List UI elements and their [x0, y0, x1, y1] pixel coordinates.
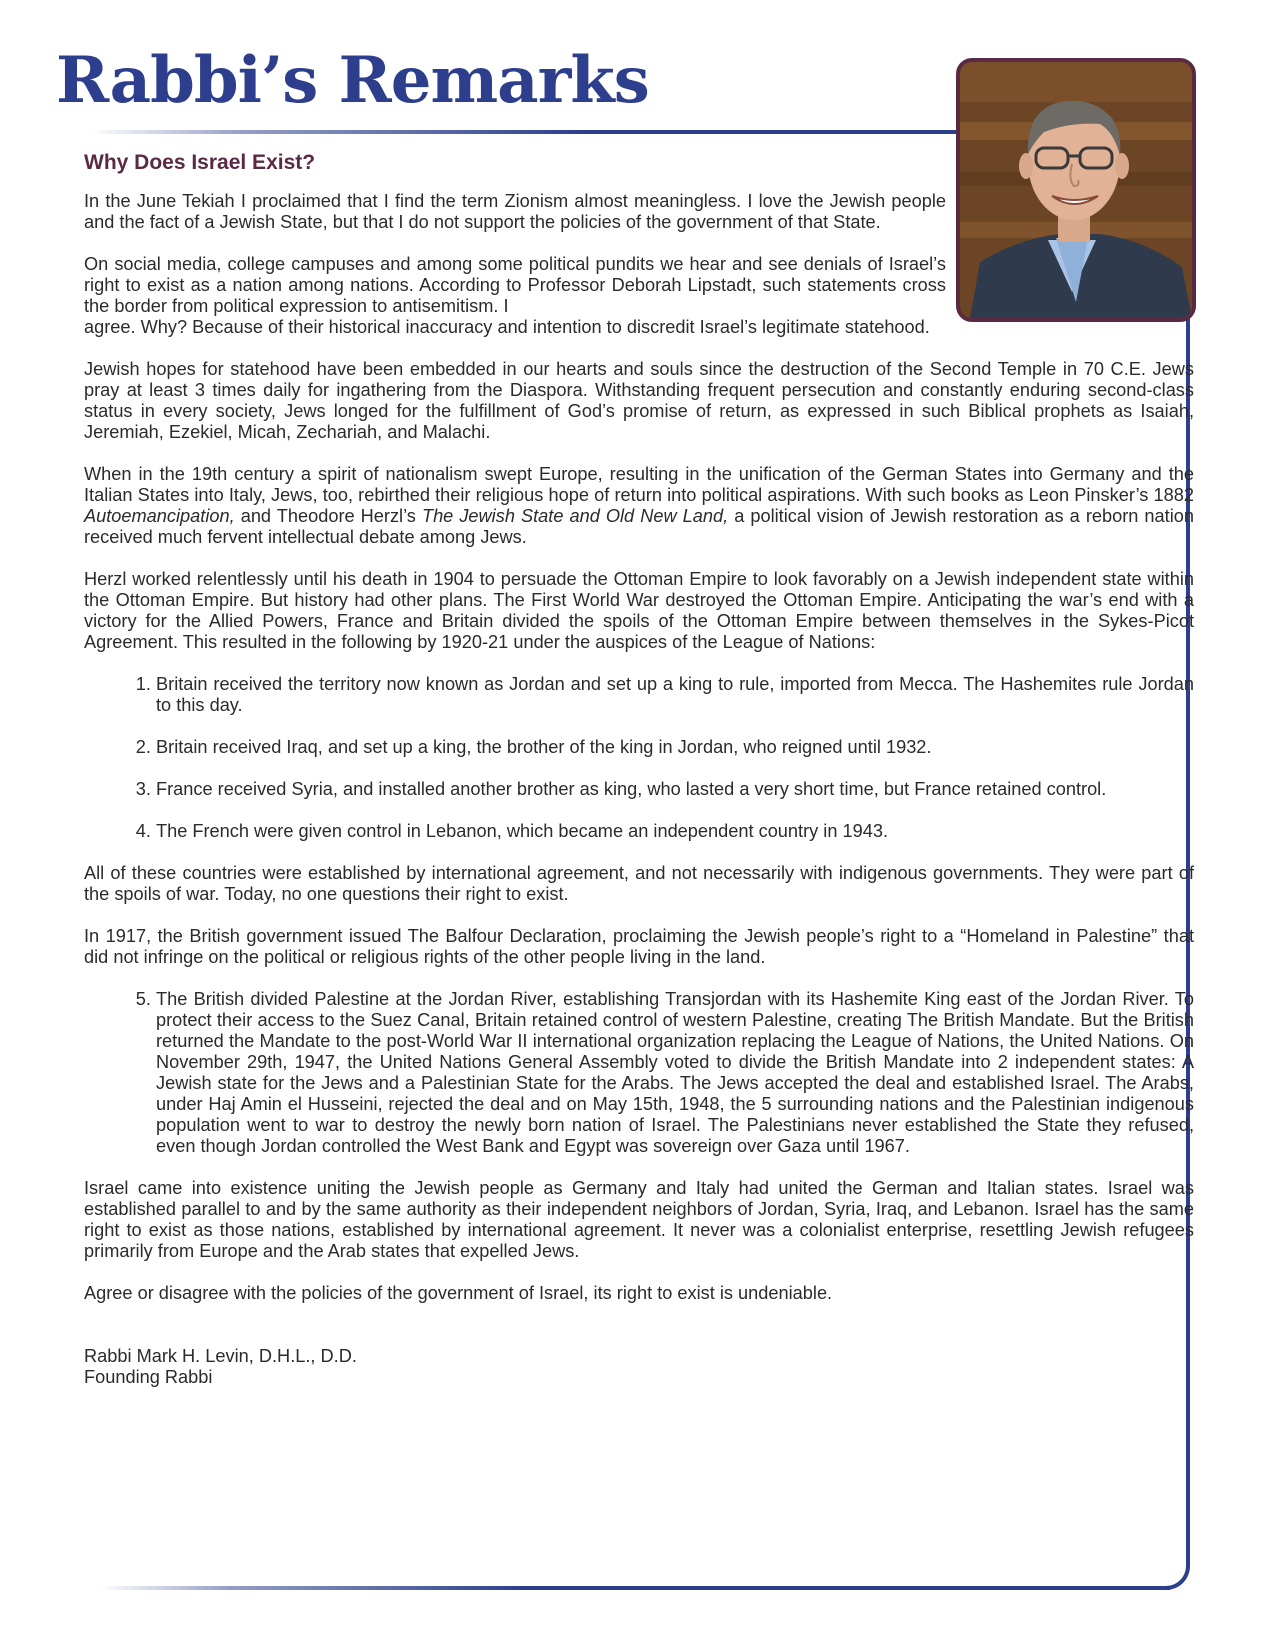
frame-bottom-rule [100, 1586, 1170, 1590]
paragraph-intro: In the June Tekiah I proclaimed that I find the term Zionism almost meaningless. I love the Jewish people and the fact of a Jewish State, but that I do not support the policies of the government of that State. [84, 191, 946, 232]
ottoman-partition-list [84, 674, 1194, 842]
signature-role: Founding Rabbi [84, 1367, 213, 1387]
signature-block [84, 1346, 1194, 1388]
paragraph-antisemitism-end: agree. Why? Because of their historical inaccuracy and intention to discredit Israel’s legitimate statehood. [84, 317, 930, 337]
paragraph-jewish-hopes: Jewish hopes for statehood have been embedded in our hearts and souls since the destruction of the Second Temple in 70 C.E. Jews pray at least 3 times daily for ingathering from the Diaspora. Withstanding frequent persecution and constantly enduring second-class status in every society, Jews longed for the fulfillment of God’s promise of return, as expressed in such Biblical prophets as Isaiah, Jeremiah, Ezekiel, Micah, Zechariah, and Malachi. [84, 359, 1194, 442]
list-item: 1. Britain received the territory now known as Jordan and set up a king to rule, imported from Mecca. The Hashemites rule Jordan to this day. [156, 674, 1194, 716]
book-title-autoemancipation: Autoemancipation, [84, 506, 235, 526]
paragraph-antisemitism-wrapped: On social media, college campuses and among some political pundits we hear and see denials of Israel’s right to exist as a nation among nations. According to Professor Deborah Lipstadt, such statements cross the border from political expression to antisemitism. I [84, 254, 946, 316]
signature-name: Rabbi Mark H. Levin, D.H.L., D.D. [84, 1346, 357, 1366]
paragraph-nationalism [84, 464, 1194, 548]
list-item: 4. The French were given control in Lebanon, which became an independent country in 1943. [156, 821, 1194, 842]
paragraph-nationalism-end: a political vision of Jewish restoration as a reborn nation received much fervent intellectual debate among Jews. [84, 506, 1194, 547]
paragraph-antisemitism [84, 254, 1194, 338]
book-title-jewish-state: The Jewish State and Old New Land, [421, 506, 729, 526]
mandate-list [84, 989, 1194, 1157]
page-title: Rabbi’s Remarks [56, 43, 649, 118]
list-item: 2. Britain received Iraq, and set up a king, the brother of the king in Jordan, who reigned until 1932. [156, 737, 1194, 758]
paragraph-nationalism-start: When in the 19th century a spirit of nationalism swept Europe, resulting in the unification of the German States into Germany and the Italian States into Italy, Jews, too, rebirthed their religious hope of return into political aspirations. With such books as Leon Pinsker’s 1882 [84, 464, 1194, 505]
paragraph-countries: All of these countries were established by international agreement, and not necessarily with indigenous governments. They were part of the spoils of war. Today, no one questions their right to exist. [84, 863, 1194, 904]
article-subtitle: Why Does Israel Exist? [84, 151, 316, 174]
paragraph-nationalism-mid: and Theodore Herzl’s [234, 506, 422, 526]
paragraph-herzl: Herzl worked relentlessly until his death in 1904 to persuade the Ottoman Empire to look favorably on a Jewish independent state within the Ottoman Empire. But history had other plans. The First World War destroyed the Ottoman Empire. Anticipating the war’s end with a victory for the Allied Powers, France and Britain divided the spoils of the Ottoman Empire between themselves in the Sykes-Picot Agreement. This resulted in the following by 1920-21 under the auspices of the League of Nations: [84, 569, 1194, 652]
paragraph-balfour: In 1917, the British government issued The Balfour Declaration, proclaiming the Jewish people’s right to a “Homeland in Palestine” that did not infringe on the political or religious rights of the other people living in the land. [84, 926, 1194, 967]
article-body [84, 150, 1194, 1388]
paragraph-existence: Israel came into existence uniting the Jewish people as Germany and Italy had united the German and Italian states. Israel was established parallel to and by the same authority as their independent neighbors of Jordan, Syria, Iraq, and Lebanon. Israel has the same right to exist as those nations, established by international agreement. It never was a colonialist enterprise, resettling Jewish refugees primarily from Europe and the Arab states that expelled Jews. [84, 1178, 1194, 1261]
list-item: 3. France received Syria, and installed another brother as king, who lasted a very short time, but France retained control. [156, 779, 1194, 800]
list-item: 5. The British divided Palestine at the Jordan River, establishing Transjordan with its Hashemite King east of the Jordan River. To protect their access to the Suez Canal, Britain retained control of western Palestine, creating The British Mandate. But the British returned the Mandate to the post-World War II international organization replacing the League of Nations, the United Nations. On November 29th, 1947, the United Nations General Assembly voted to divide the British Mandate into 2 independent states: A Jewish state for the Jews and a Palestinian State for the Arabs. The Jews accepted the deal and established Israel. The Arabs, under Haj Amin el Husseini, rejected the deal and on May 15th, 1948, the 5 surrounding nations and the Palestinian indigenous population went to war to destroy the newly born nation of Israel. The Palestinians never established the State they refused, even though Jordan controlled the West Bank and Egypt was sovereign over Gaza until 1967. [156, 989, 1194, 1157]
paragraph-conclusion: Agree or disagree with the policies of the government of Israel, its right to exist is undeniable. [84, 1283, 833, 1303]
